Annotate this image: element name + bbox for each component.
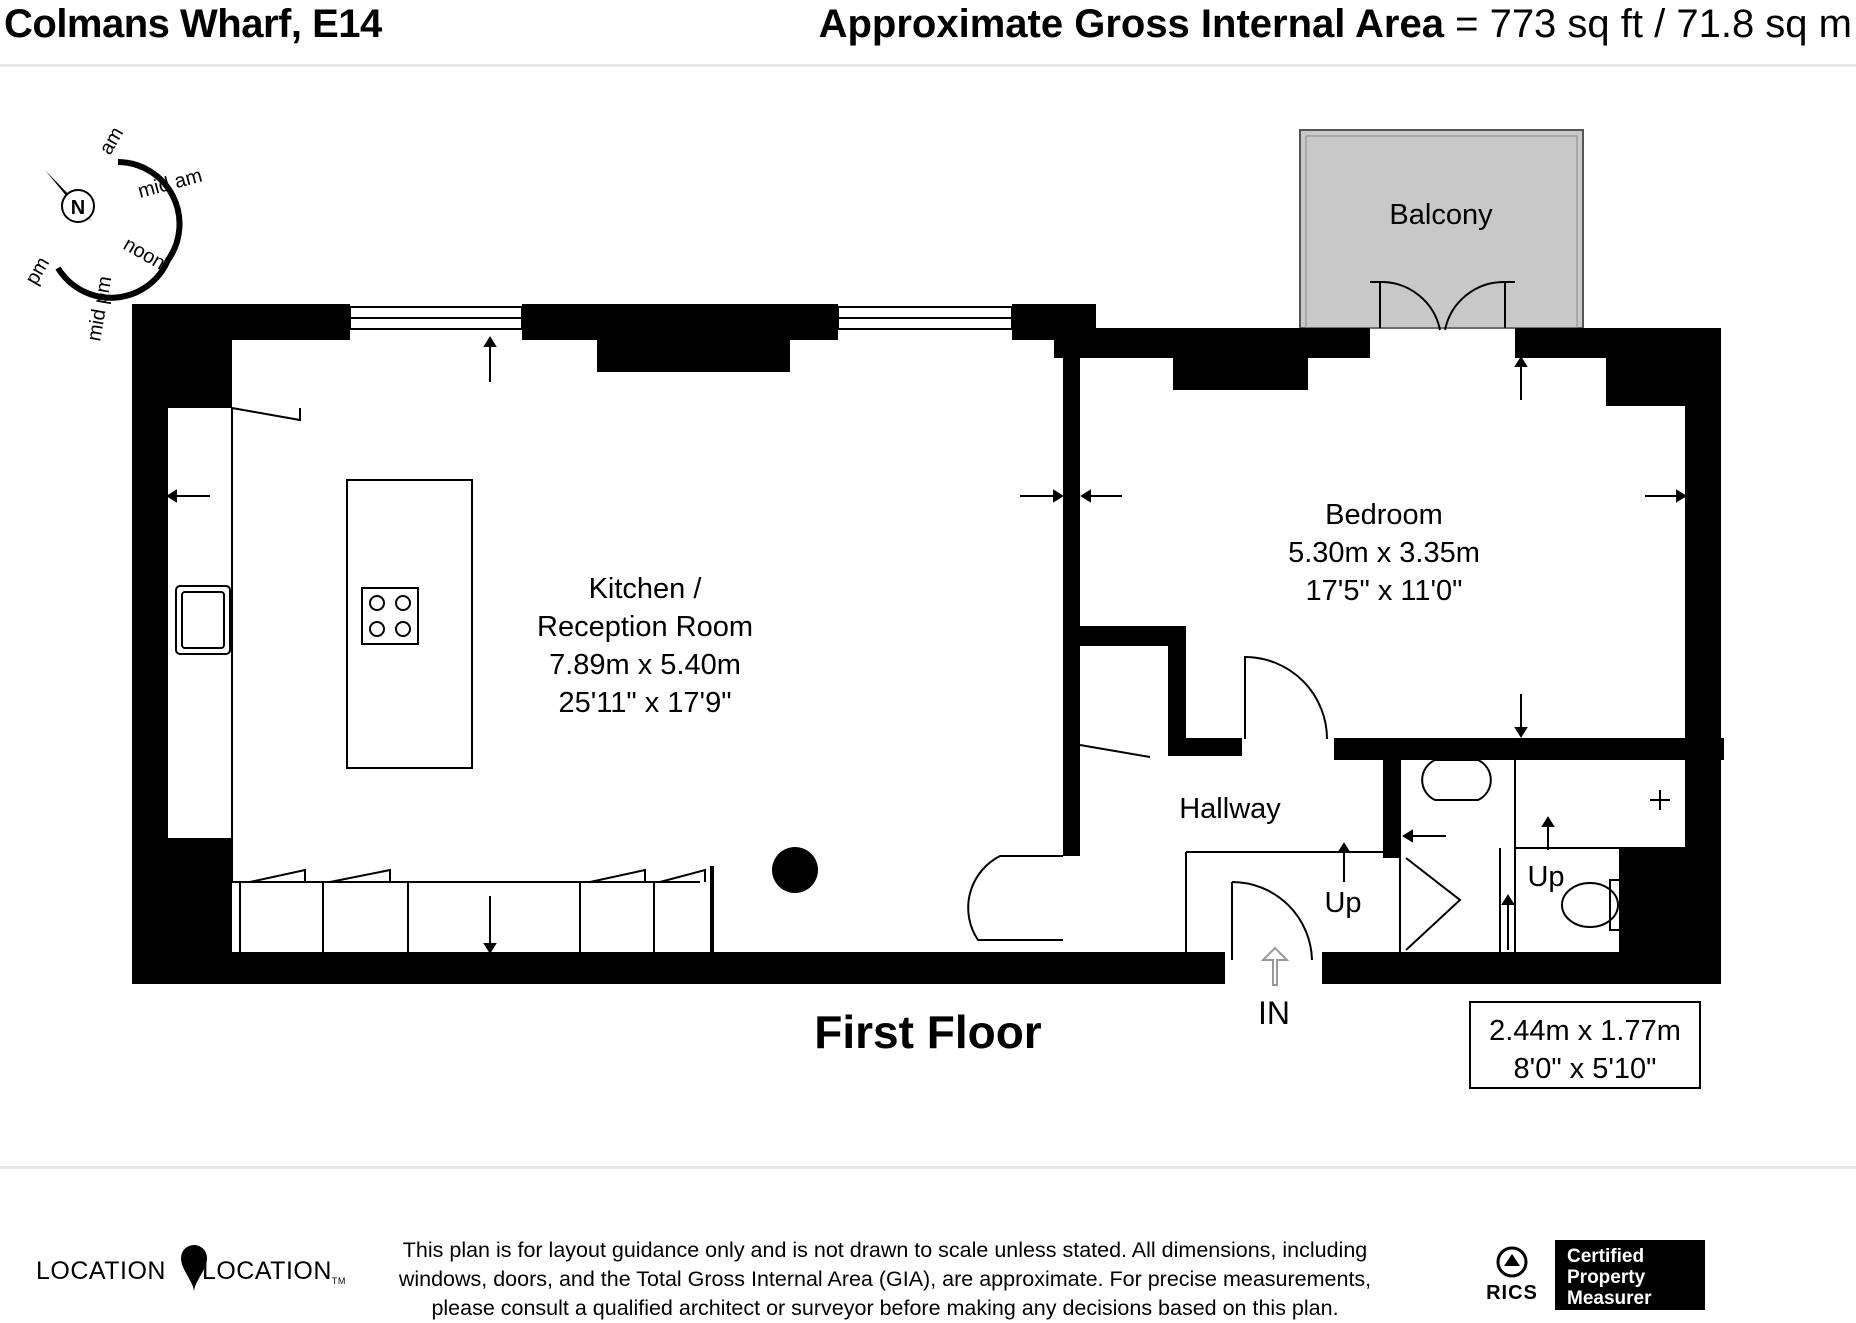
location-location-logo — [36, 1257, 346, 1286]
compass-mid-am: mid am — [135, 164, 205, 203]
balcony — [1300, 130, 1583, 328]
rics-text: RICS — [1486, 1282, 1538, 1304]
balcony-label: Balcony — [1389, 199, 1493, 231]
bedroom-name: Bedroom — [1325, 499, 1443, 531]
compass-mid-pm: mid pm — [83, 274, 117, 343]
floor-title: First Floor — [814, 1006, 1042, 1058]
bedroom-metric: 5.30m x 3.35m — [1288, 537, 1480, 569]
internal-lines — [176, 408, 1685, 952]
certified-property-measurer-badge — [1555, 1240, 1705, 1310]
hallway-name: Hallway — [1179, 793, 1281, 825]
property-address: Colmans Wharf, E14 — [4, 2, 382, 46]
north-label: N — [70, 197, 86, 219]
compass-am: am — [95, 123, 129, 159]
room-labels — [537, 499, 1565, 1031]
kitchen-name-2: Reception Room — [537, 611, 753, 643]
bathroom-imperial: 8'0" x 5'10" — [1513, 1053, 1657, 1085]
kitchen-metric: 7.89m x 5.40m — [549, 649, 741, 681]
cpm-line1: Certified — [1567, 1246, 1645, 1267]
entry-label: IN — [1258, 995, 1290, 1031]
rics-lion-icon — [1498, 1248, 1526, 1276]
bedroom-imperial: 17'5" x 11'0" — [1305, 575, 1463, 607]
compass-pm: pm — [21, 253, 55, 289]
doors — [232, 282, 1515, 960]
bathroom-metric: 2.44m x 1.77m — [1489, 1015, 1681, 1047]
up-label-hall: Up — [1324, 887, 1362, 919]
logo-word-left: LOCATION — [36, 1257, 166, 1285]
logo-word-right: LOCATION — [201, 1257, 332, 1285]
cpm-line2: Property — [1567, 1267, 1646, 1288]
logo-tm: TM — [331, 1276, 346, 1286]
disclaimer: This plan is for layout guidance only and is not drawn to scale unless stated. All dimensions, including windows, doors, and the Total Gross Internal Area (GIA), are approximate. For precise measurements, please consult a qualified architect or surveyor before making any decisions based on this plan. — [398, 1238, 1372, 1320]
rics-logo — [1482, 1282, 1542, 1305]
compass-noon: noon — [119, 233, 170, 275]
bathroom-dimensions-box — [1470, 1002, 1700, 1088]
area-label: Approximate Gross Internal Area — [818, 2, 1444, 46]
cpm-line3: Measurer — [1567, 1288, 1652, 1309]
hob-icon — [362, 588, 418, 644]
area-value: = 773 sq ft / 71.8 sq m — [1455, 2, 1852, 46]
column-icon — [772, 847, 818, 893]
kitchen-imperial: 25'11" x 17'9" — [558, 687, 732, 719]
entry-arrow-icon — [1263, 948, 1287, 985]
kitchen-name-1: Kitchen / — [588, 573, 702, 605]
up-label-bath: Up — [1527, 861, 1565, 893]
